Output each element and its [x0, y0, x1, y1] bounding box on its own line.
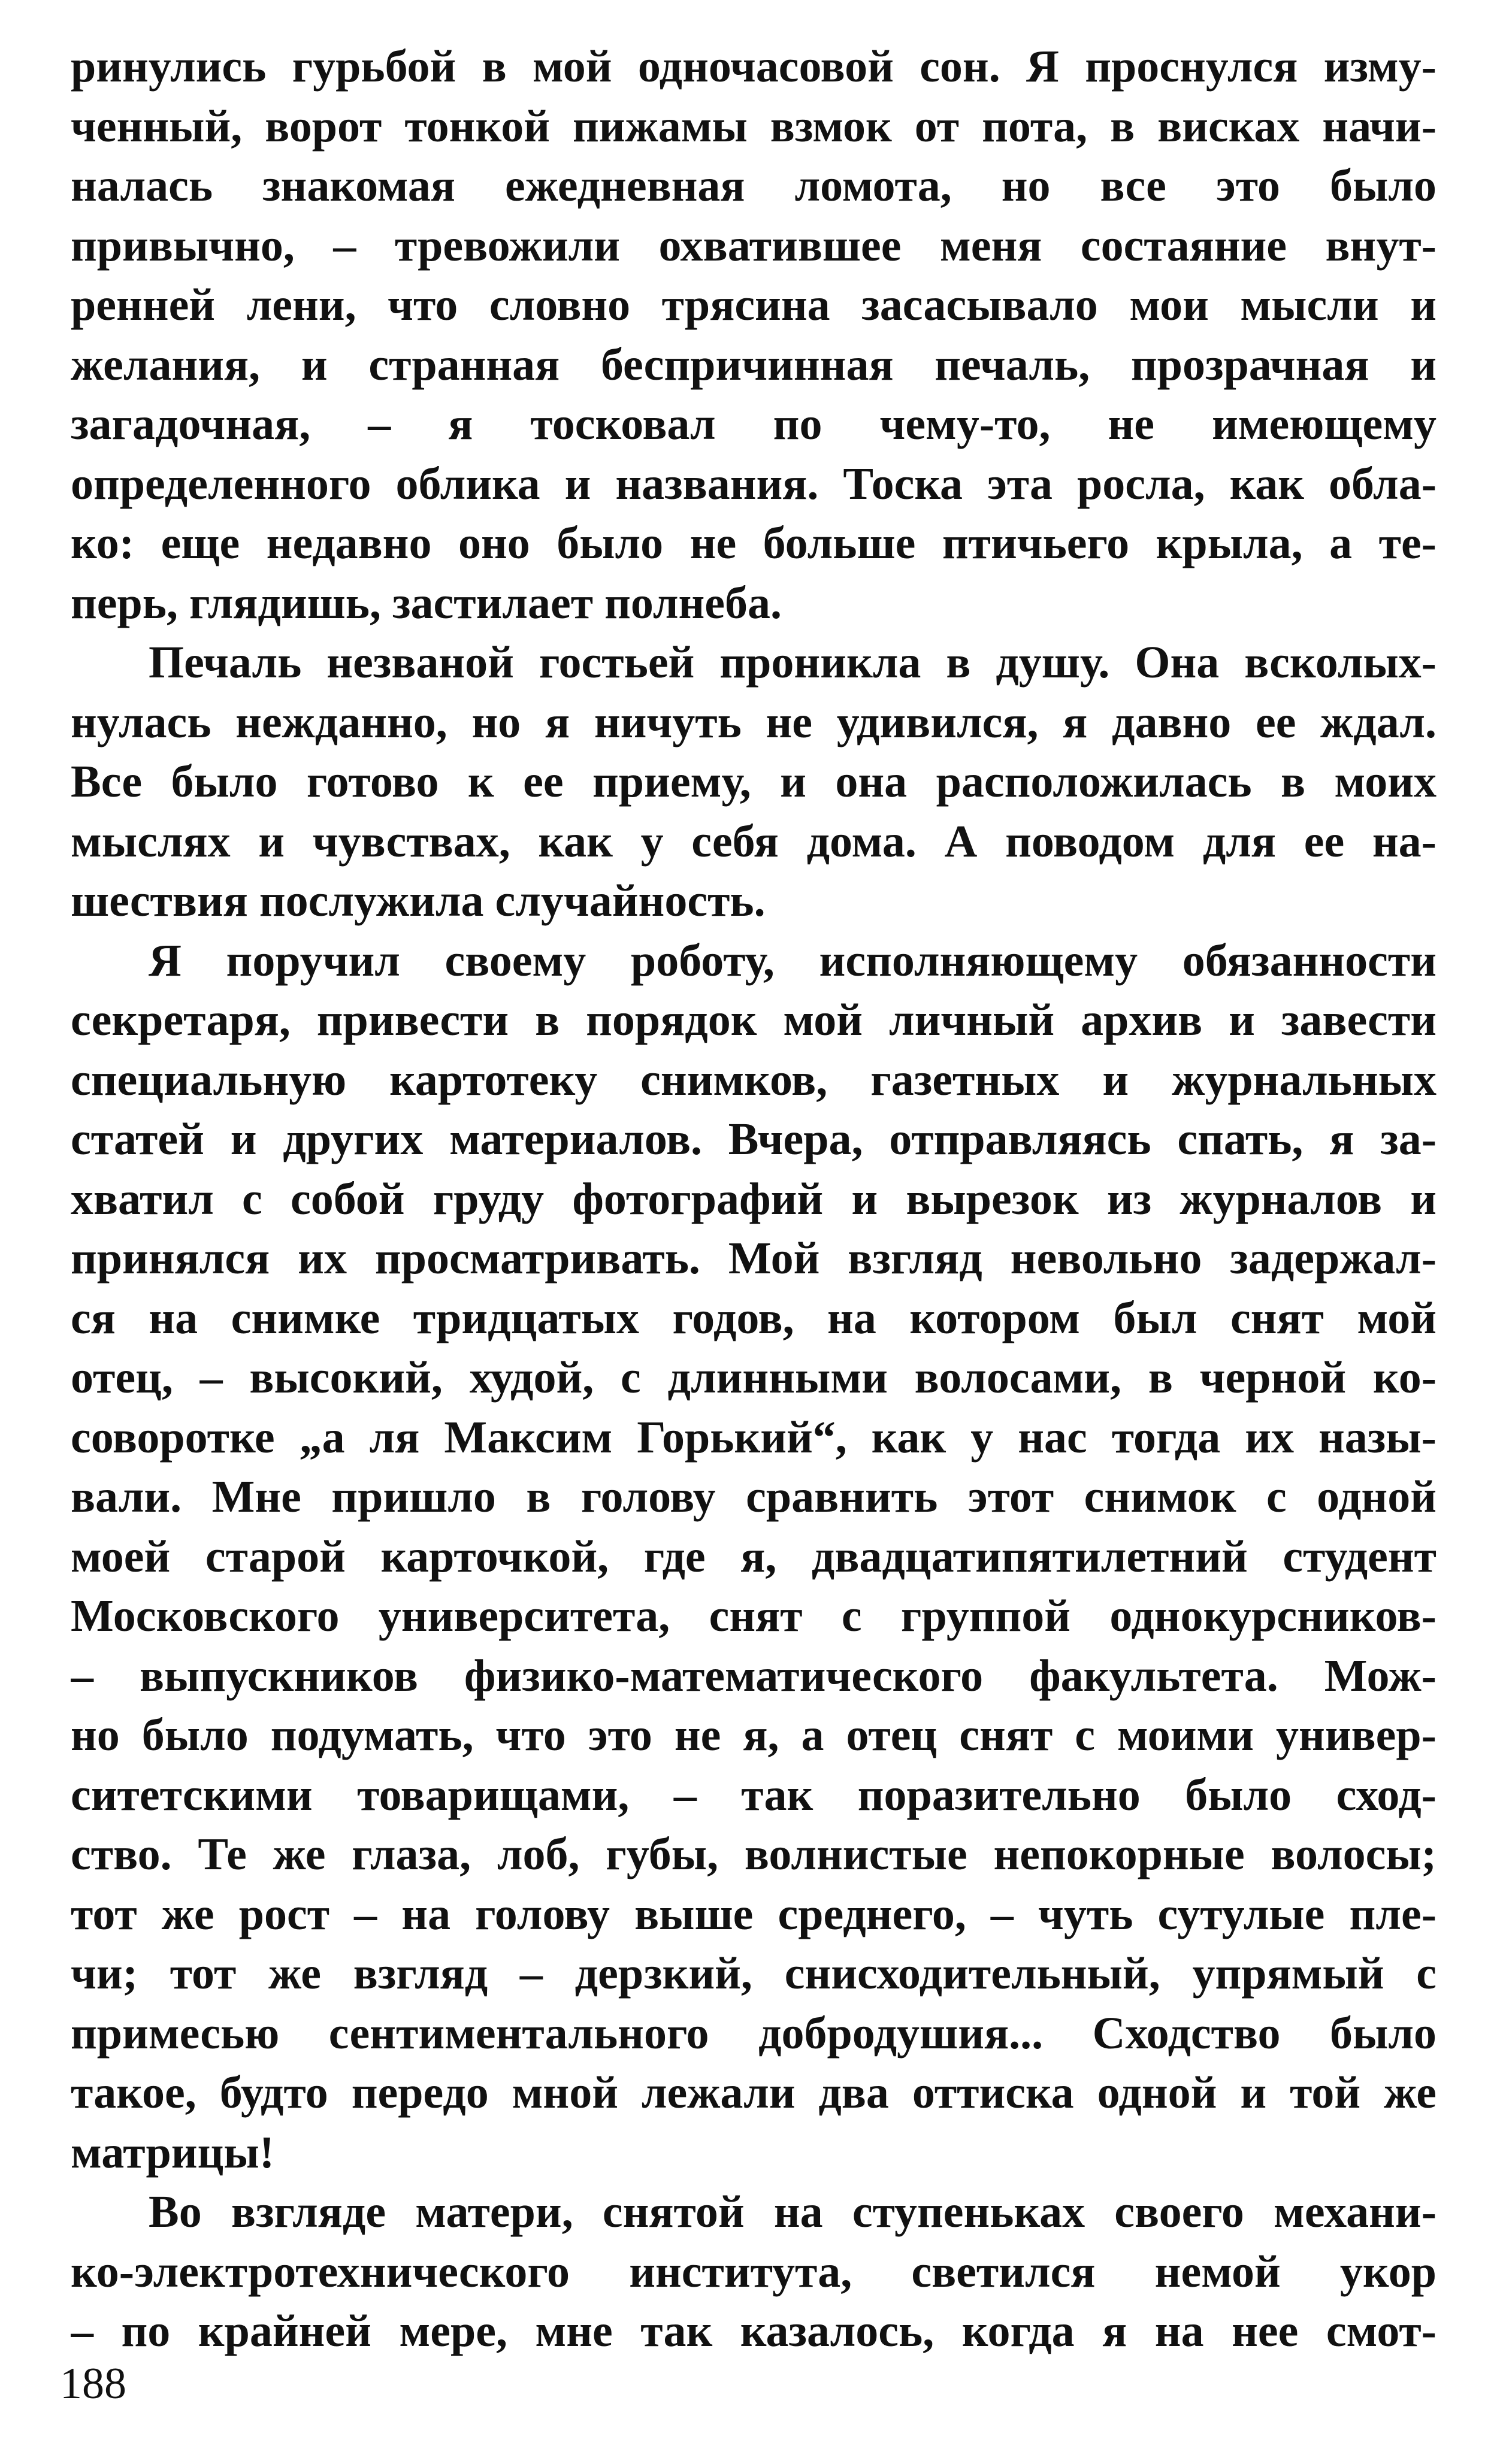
text-line-22: ся на снимке тридцатых годов, на котором был снят мой [71, 1292, 1436, 1343]
text-line-17: секретаря, привести в порядок мой личный архив и завести [71, 995, 1436, 1045]
text-line-15: шествия послужила случайность. [71, 876, 766, 926]
text-line-28: – выпускников физико-математического факультета. Мож- [71, 1650, 1436, 1701]
text-line-12: нулась нежданно, но я ничуть не удивился, я давно ее ждал. [71, 697, 1436, 747]
text-line-23: отец, – высокий, худой, с длинными волосами, в черной ко- [71, 1352, 1436, 1403]
text-line-19: статей и других материалов. Вчера, отправляясь спать, я за- [71, 1114, 1436, 1164]
text-line-20: хватил с собой груду фотографий и вырезок из журналов и [71, 1173, 1436, 1224]
text-line-36: матрицы! [71, 2127, 275, 2178]
text-line-6: желания, и странная беспричинная печаль, прозрачная и [71, 339, 1436, 390]
text-line-37: Во взгляде матери, снятой на ступеньках своего механи- [149, 2187, 1436, 2237]
text-line-35: такое, будто передо мной лежали два оттиска одной и той же [71, 2068, 1436, 2118]
text-line-31: ство. Те же глаза, лоб, губы, волнистые непокорные волосы; [71, 1829, 1436, 1879]
text-line-13: Все было готово к ее приему, и она расположилась в моих [71, 756, 1436, 807]
text-line-7: загадочная, – я тосковал по чему-то, не имеющему [71, 399, 1436, 449]
text-line-27: Московского университета, снят с группой однокурсников- [71, 1591, 1436, 1641]
text-line-8: определенного облика и названия. Тоска эта росла, как обла- [71, 458, 1436, 509]
page-number: 188 [60, 2359, 126, 2408]
text-line-3: налась знакомая ежедневная ломота, но все это было [71, 161, 1436, 211]
text-line-38: ко-электротехнического института, светился немой укор [71, 2246, 1436, 2297]
text-line-11: Печаль незваной гостьей проникла в душу. Она всколых- [149, 637, 1436, 688]
page-body-text [71, 37, 1436, 2362]
text-line-9: ко: еще недавно оно было не больше птичьего крыла, а те- [71, 518, 1436, 568]
text-line-29: но было подумать, что это не я, а отец снят с моими универ- [71, 1710, 1436, 1760]
text-line-18: специальную картотеку снимков, газетных и журнальных [71, 1054, 1436, 1105]
text-line-10: перь, глядишь, застилает полнеба. [71, 577, 782, 628]
text-line-24: соворотке „а ля Максим Горький“, как у нас тогда их назы- [71, 1412, 1436, 1463]
text-line-30: ситетскими товарищами, – так поразительно было сход- [71, 1769, 1436, 1820]
text-line-14: мыслях и чувствах, как у себя дома. А поводом для ее на- [71, 816, 1436, 867]
text-line-2: ченный, ворот тонкой пижамы взмок от пота, в висках начи- [71, 101, 1436, 152]
text-line-16: Я поручил своему роботу, исполняющему обязанности [149, 935, 1436, 986]
text-line-21: принялся их просматривать. Мой взгляд невольно задержал- [71, 1233, 1436, 1284]
text-line-26: моей старой карточкой, где я, двадцатипятилетний студент [71, 1531, 1436, 1582]
text-line-1: ринулись гурьбой в мой одночасовой сон. Я проснулся изму- [71, 41, 1436, 92]
text-line-39: – по крайней мере, мне так казалось, когда я на нее смот- [71, 2306, 1436, 2356]
text-line-33: чи; тот же взгляд – дерзкий, снисходительный, упрямый с [71, 1948, 1436, 1999]
text-line-5: ренней лени, что словно трясина засасывало мои мысли и [71, 280, 1436, 330]
text-line-34: примесью сентиментального добродушия... Сходство было [71, 2008, 1436, 2059]
text-line-4: привычно, – тревожили охватившее меня состаяние внут- [71, 220, 1436, 271]
text-line-25: вали. Мне пришло в голову сравнить этот снимок с одной [71, 1472, 1436, 1522]
text-line-32: тот же рост – на голову выше среднего, – чуть сутулые пле- [71, 1888, 1436, 1939]
